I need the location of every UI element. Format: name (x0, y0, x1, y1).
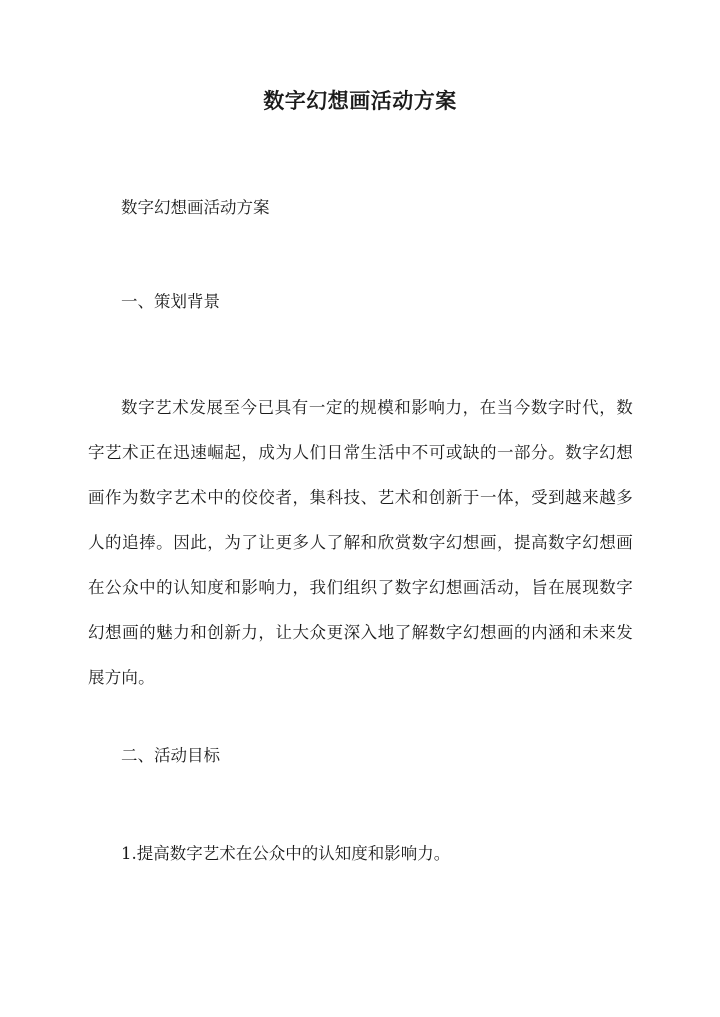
goal-item-1: 1.提高数字艺术在公众中的认知度和影响力。 (121, 844, 451, 863)
section-heading-goals: 二、活动目标 (121, 746, 220, 765)
section-heading-background: 一、策划背景 (121, 292, 220, 311)
document-title: 数字幻想画活动方案 (263, 88, 457, 113)
document-subtitle: 数字幻想画活动方案 (121, 198, 270, 217)
background-paragraph: 数字艺术发展至今已具有一定的规模和影响力，在当今数字时代，数字艺术正在迅速崛起，成为人们日常生活中不可或缺的一部分。数字幻想画作为数字艺术中的佼佼者，集科技、艺术和创新于一体，受到越来越多人的追捧。因此，为了让更多人了解和欣赏数字幻想画，提高数字幻想画在公众中的认知度和影响力，我们组织了数字幻想画活动，旨在展现数字幻想画的魅力和创新力，让大众更深入地了解数字幻想画的内涵和未来发展方向。 (88, 398, 633, 687)
